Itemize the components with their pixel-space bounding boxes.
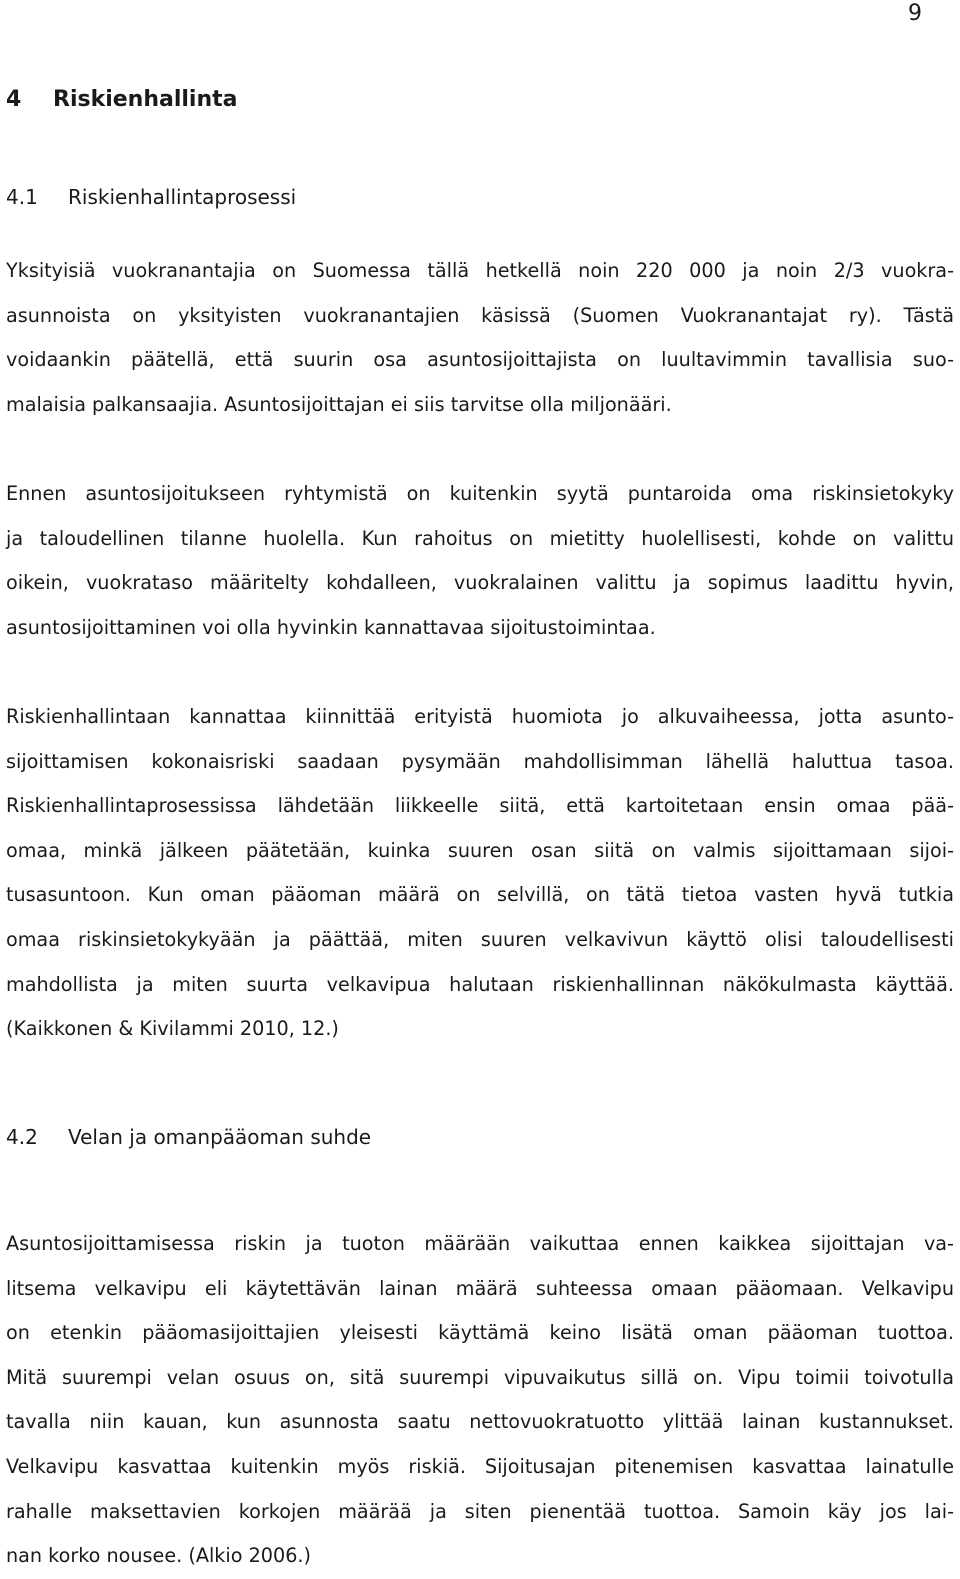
section-number: 4.2 bbox=[6, 1125, 38, 1149]
text-line: Velkavipu kasvattaa kuitenkin myös riskiä. Sijoitusajan pitenemisen kasvattaa lainatulle bbox=[6, 1454, 954, 1478]
text-line: Mitä suurempi velan osuus on, sitä suurempi vipuvaikutus sillä on. Vipu toimii toivotulla bbox=[6, 1365, 954, 1389]
text-line: oikein, vuokrataso määritelty kohdalleen, vuokralainen valittu ja sopimus laadittu hyvin, bbox=[6, 571, 954, 595]
text-line: Ennen asuntosijoitukseen ryhtymistä on kuitenkin syytä puntaroida oma riskinsietokyky bbox=[6, 482, 954, 505]
text-line: on etenkin pääomasijoittajien yleisesti käyttämä keino lisätä oman pääoman tuottoa. bbox=[6, 1321, 954, 1345]
text-line: omaa, minkä jälkeen päätetään, kuinka suuren osan siitä on valmis sijoittamaan sijoi- bbox=[6, 838, 954, 862]
paragraph-3 bbox=[6, 695, 954, 1052]
chapter-title: Riskienhallinta bbox=[53, 87, 238, 112]
text-line: Riskienhallintaan kannattaa kiinnittää erityistä huomiota jo alkuvaiheessa, jotta asunto- bbox=[6, 705, 954, 728]
text-line: asunnoista on yksityisten vuokranantajien käsissä (Suomen Vuokranantajat ry). Tästä bbox=[6, 303, 954, 327]
text-line: Yksityisiä vuokranantajia on Suomessa tällä hetkellä noin 220 000 ja noin 2/3 vuokra- bbox=[6, 259, 954, 282]
chapter-number: 4 bbox=[6, 87, 22, 112]
text-line: (Kaikkonen & Kivilammi 2010, 12.) bbox=[6, 1017, 339, 1041]
text-line: nan korko nousee. (Alkio 2006.) bbox=[6, 1544, 312, 1568]
text-line: mahdollista ja miten suurta velkavipua halutaan riskienhallinnan näkökulmasta käyttää. bbox=[6, 972, 954, 996]
text-line: malaisia palkansaajia. Asuntosijoittajan ei siis tarvitse olla miljonääri. bbox=[6, 392, 672, 416]
section-number: 4.1 bbox=[6, 185, 38, 209]
section-heading-4-2 bbox=[6, 1123, 371, 1151]
text-line: litsema velkavipu eli käytettävän lainan määrä suhteessa omaan pääomaan. Velkavipu bbox=[6, 1276, 954, 1300]
text-line: Riskienhallintaprosessissa lähdetään liikkeelle siitä, että kartoitetaan ensin omaa pää- bbox=[6, 794, 954, 818]
text-line: rahalle maksettavien korkojen määrää ja siten pienentää tuottoa. Samoin käy jos lai- bbox=[6, 1499, 954, 1523]
paragraph-2 bbox=[6, 472, 954, 650]
text-line: sijoittamisen kokonaisriski saadaan pysymään mahdollisimman lähellä haluttua tasoa. bbox=[6, 749, 954, 773]
text-line: tusasuntoon. Kun oman pääoman määrä on selvillä, on tätä tietoa vasten hyvä tutkia bbox=[6, 883, 954, 907]
section-heading-4-1 bbox=[6, 183, 296, 211]
paragraph-1 bbox=[6, 249, 954, 427]
section-title: Riskienhallintaprosessi bbox=[68, 185, 297, 209]
paragraph-4 bbox=[6, 1222, 954, 1579]
chapter-heading bbox=[6, 86, 238, 114]
text-line: ja taloudellinen tilanne huolella. Kun rahoitus on mietitty huolellisesti, kohde on valittu bbox=[6, 526, 954, 550]
text-line: tavalla niin kauan, kun asunnosta saatu nettovuokratuotto ylittää lainan kustannukset. bbox=[6, 1410, 954, 1434]
text-line: voidaankin päätellä, että suurin osa asuntosijoittajista on luultavimmin tavallisia suo- bbox=[6, 348, 954, 372]
text-line: asuntosijoittaminen voi olla hyvinkin kannattavaa sijoitustoimintaa. bbox=[6, 615, 656, 639]
page-number: 9 bbox=[908, 1, 922, 26]
section-title: Velan ja omanpääoman suhde bbox=[68, 1125, 372, 1149]
text-line: Asuntosijoittamisessa riskin ja tuoton määrään vaikuttaa ennen kaikkea sijoittajan va- bbox=[6, 1232, 954, 1255]
text-line: omaa riskinsietokykyään ja päättää, miten suuren velkavivun käyttö olisi taloudellisesti bbox=[6, 927, 954, 951]
